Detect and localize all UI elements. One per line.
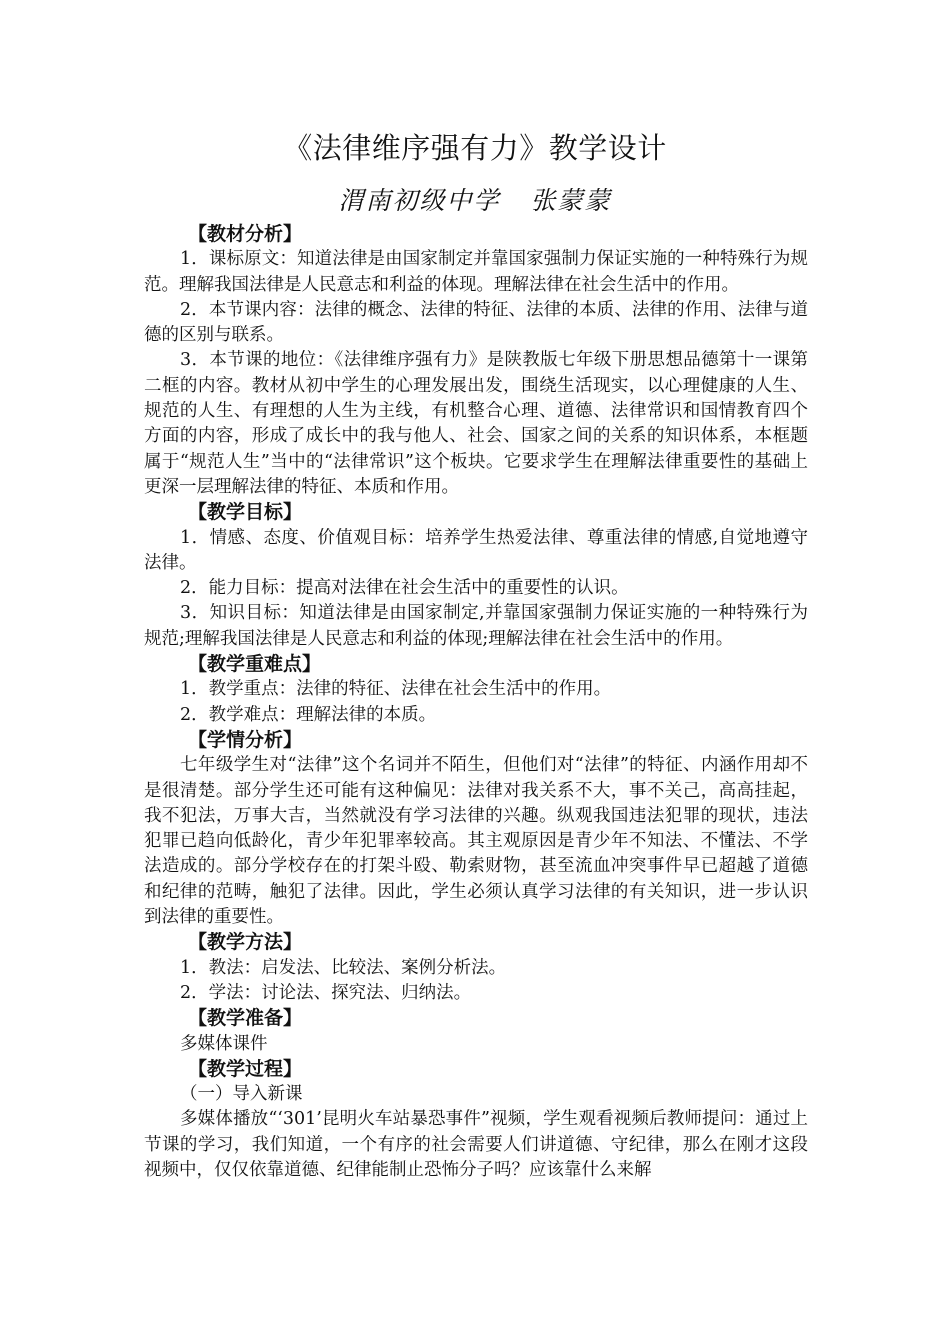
document-body — [144, 222, 808, 1183]
section-heading-student-analysis: 【学情分析】 — [188, 728, 303, 751]
section-heading-preparation: 【教学准备】 — [188, 1007, 303, 1030]
author-name: 张蒙蒙 — [530, 186, 612, 215]
paragraph: 1．教法：启发法、比较法、案例分析法。 — [180, 957, 507, 978]
author-school: 渭南初级中学 — [338, 186, 501, 215]
paragraph: 多媒体课件 — [180, 1033, 268, 1054]
paragraph: 3．本节课的地位：《法律维序强有力》是陕教版七年级下册思想品德第十一课第二框的内容。教材从初中学生的心理发展出发，围绕生活现实，以心理健康的人生、规范的人生、有理想的人生为主线，有机整合心理、道德、法律常识和国情教育四个方面的内容，形成了成长中的我与他人、社会、国家之间的关系的知识体系，本框题属于“规范人生”当中的“法律常识”这个板块。它要求学生在理解法律重要性的基础上更深一层理解法律的特征、本质和作用。 — [144, 350, 808, 497]
section-heading-key-points: 【教学重难点】 — [188, 653, 322, 676]
paragraph: 1．情感、态度、价值观目标：培养学生热爱法律、尊重法律的情感,自觉地遵守法律。 — [144, 527, 808, 573]
paragraph: 2．学法：讨论法、探究法、归纳法。 — [180, 982, 472, 1003]
author-line — [0, 184, 950, 218]
paragraph: 多媒体播放“‘301’昆明火车站暴恐事件”视频，学生观看视频后教师提问：通过上节课的学习，我们知道，一个有序的社会需要人们讲道德、守纪律，那么在刚才这段视频中，仅仅依靠道德、纪律能制止恐怖分子吗？应该靠什么来解 — [144, 1109, 808, 1180]
section-heading-teaching-methods: 【教学方法】 — [188, 931, 303, 954]
section-heading-teaching-goals: 【教学目标】 — [188, 501, 303, 524]
section-heading-textbook-analysis: 【教材分析】 — [188, 223, 303, 245]
paragraph: 七年级学生对“法律”这个名词并不陌生，但他们对“法律”的特征、内涵作用却不是很清楚。部分学生还可能有这种偏见：法律对我关系不大，事不关己，高高挂起，我不犯法，万事大吉，当然就没有学习法律的兴趣。纵观我国违法犯罪的现状，违法犯罪已趋向低龄化，青少年犯罪率较高。其主观原因是青少年不知法、不懂法、不学法造成的。部分学校存在的打架斗殴、勒索财物，甚至流血冲突事件早已超越了道德和纪律的范畴，触犯了法律。因此，学生必须认真学习法律的有关知识，进一步认识到法律的重要性。 — [144, 755, 808, 928]
paragraph: 3．知识目标：知道法律是由国家制定,并靠国家强制力保证实施的一种特殊行为规范;理解我国法律是人民意志和利益的体现;理解法律在社会生活中的作用。 — [144, 603, 808, 649]
section-heading-teaching-process: 【教学过程】 — [188, 1057, 303, 1080]
subheading: （一）导入新课 — [180, 1084, 303, 1105]
document-title: 《法律维序强有力》教学设计 — [283, 131, 667, 165]
paragraph: 1．课标原文：知道法律是由国家制定并靠国家强制力保证实施的一种特殊行为规范。理解我国法律是人民意志和利益的体现。理解法律在社会生活中的作用。 — [144, 249, 808, 295]
paragraph: 2．教学难点：理解法律的本质。 — [180, 704, 437, 725]
paragraph: 1．教学重点：法律的特征、法律在社会生活中的作用。 — [180, 679, 612, 700]
paragraph: 2．能力目标：提高对法律在社会生活中的重要性的认识。 — [180, 578, 629, 599]
paragraph: 2．本节课内容：法律的概念、法律的特征、法律的本质、法律的作用、法律与道德的区别与联系。 — [144, 299, 808, 346]
